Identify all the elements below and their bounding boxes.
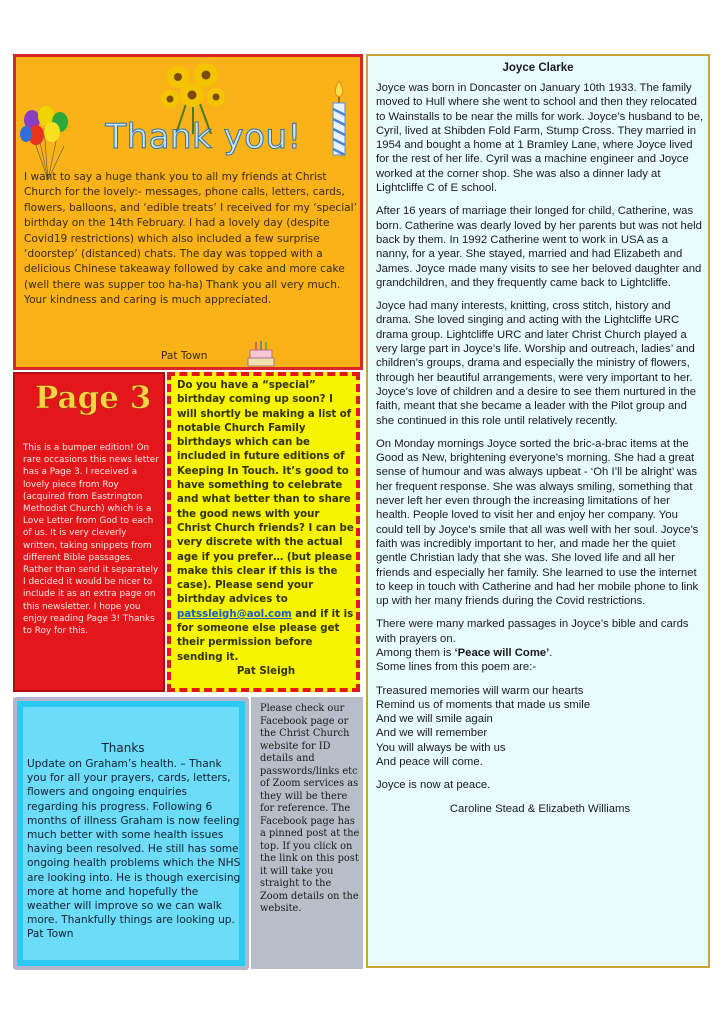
page-3-panel — [13, 372, 165, 692]
birthday-message — [177, 379, 355, 679]
birthday-cake-icon — [246, 340, 276, 368]
joyce-paragraph-3: Joyce had many interests, knitting, cross stitch, history and drama. She loved singing and acting with the Lightcliffe URC drama group. Lightcliffe URC and later Christ Church played a very large part in Joyce’s life. Worship and outreach, ladies’ and children’s groups, drama and especially the ministry of flowers, through her beautiful arrangements, were very important to her. Joyce’s love of children and a desire to see them nurtured in the faith, meant that she became a leader with the Pilot group and she continued in this role until relatively recently. — [376, 300, 697, 427]
joyce-among-suffix: . — [549, 646, 553, 659]
facebook-message: Please check our Facebook page or the Christ Church website for ID details and passwords/links etc of Zoom services as they will be there for reference. The Facebook page has a pinned post at the top. If you click on the link on this post it will take you straight to the Zoom details on the website. — [260, 703, 360, 914]
joyce-among-prefix: Among them is — [376, 646, 455, 659]
graham-thanks-panel — [13, 697, 249, 970]
joyce-poem-title: ‘Peace will Come’ — [454, 646, 550, 659]
graham-thanks-message: Update on Graham’s health. – Thank you for all your prayers, cards, letters, flowers and ongoing enquiries regarding his progress. Following 6 months of illness Graham is now feeling much better with some health issues having been resolved. He still has some ongoing health problems which the NHS are looking into. He is though exercising more at home and hopefully the weather will improve so we can walk more. Thankfully things are looking up. Pat Town — [27, 758, 241, 941]
page-3-message: This is a bumper edition! On rare occasions this news letter has a Page 3. I received a lovely piece from Roy (acquired from Eastrington Methodist Church) which is a Love Letter from God to each of us. It is very cleverly written, taking snippets from different Bible passages. Rather than send it separately I decided it would be nicer to include it as an extra page on this newsletter. I hope you enjoy reading Page 3! Thanks to Roy for this. — [23, 443, 159, 637]
graham-thanks-inner — [23, 707, 239, 960]
joyce-poem — [376, 684, 704, 770]
joyce-signature: Caroline Stead & Elizabeth Williams — [449, 802, 631, 815]
poem-line: And we will smile again — [376, 713, 493, 726]
page-3-title: Page 3 — [35, 380, 152, 416]
candle-icon — [328, 79, 350, 157]
email-link[interactable]: patssleigh@aol.com — [177, 608, 292, 620]
joyce-clarke-article — [376, 81, 704, 825]
joyce-paragraph-4: On Monday mornings Joyce sorted the bric-a-brac items at the Good as New, brightening everyone’s morning. She had a great sense of humour and was always upbeat - ‘Oh I’ll be alright’ was her frequent response. She was always smiling, something that never left her even through the increasing limitations of her health. People loved to visit her and enjoy her company. You could tell by Joyce’s smile that all was well with her soul. Joyce’s faith was incredibly important to her, and made her the quiet gentle Christian lady that she was. She loved life and all her friends and especially her family. She learned to use the internet to keep in touch with Catherine and had her mobile phone to link up with her many friends during the Covid restrictions. — [376, 437, 699, 608]
birthday-panel — [167, 372, 360, 692]
joyce-paragraph-5 — [376, 617, 704, 674]
joyce-bible-line: There were many marked passages in Joyce’s bible and cards with prayers on. — [376, 618, 689, 645]
thank-you-signature: Pat Town — [161, 350, 208, 362]
poem-line: And peace will come. — [376, 756, 483, 769]
poem-line: Remind us of moments that made us smile — [376, 698, 591, 711]
thank-you-title: Thank you! — [105, 117, 302, 157]
joyce-clarke-title: Joyce Clarke — [502, 62, 574, 74]
joyce-paragraph-1: Joyce was born in Doncaster on January 10th 1933. The family moved to Hull where she went to school and then they relocated to Wainstalls to be near the mills for work. Joyce’s husband to be, Cyril, lived at Shibden Fold Farm, Stump Cross. They married in 1954 and bought a home at 1 Bramley Lane, where Joyce lived for the rest of her life. Cyril was a machine engineer and Joyce worked at the corner shop. She was also a dinner lady at Lightcliffe C of E school. — [376, 82, 704, 195]
thank-you-message: I want to say a huge thank you to all my friends at Christ Church for the lovely:- messages, phone calls, letters, cards, flowers, balloons, and ‘edible treats’ I received for my ‘special’ birthday on the 14th February. I had a lovely day (despite Covid19 restrictions) which also included a few surprise ‘doorstep’ (distanced) chats. The day was topped with a delicious Chinese takeaway followed by cake and more cake (well there was supper too ha-ha) Thank you all very much. Your kindness and caring is much appreciated. — [24, 171, 357, 307]
facebook-panel — [251, 697, 363, 969]
joyce-closing: Joyce is now at peace. — [376, 779, 491, 792]
joyce-paragraph-2: After 16 years of marriage their longed for child, Catherine, was born. Catherine was dearly loved by her parents but was not held back by them. In 1992 Catherine went to work in USA as a nanny, for a year. She stayed, married and had Elizabeth and James. Joyce made many visits to see her beloved daughter and grandchildren, and they frequently came back to Lightcliffe. — [376, 205, 702, 289]
thank-you-panel — [13, 54, 363, 370]
poem-line: You will always be with us — [376, 741, 506, 754]
joyce-clarke-panel — [366, 54, 710, 968]
graham-thanks-title: Thanks — [101, 741, 145, 755]
birthday-signature: Pat Sleigh — [236, 665, 296, 677]
poem-line: And we will remember — [376, 727, 488, 740]
birthday-text-outro: and if it is for someone else please get their permission before sending it. — [177, 608, 354, 663]
joyce-poem-intro: Some lines from this poem are:- — [376, 661, 537, 674]
poem-line: Treasured memories will warm our hearts — [376, 684, 584, 697]
birthday-text-intro: Do you have a “special” birthday coming up soon? I will shortly be making a list of notable Church Family birthdays which can be included in future editions of Keeping In Touch. It’s good to have something to celebrate and what better than to share the good news with your Christ Church friends? I can be very discrete with the actual age if you prefer… (but please make this clear if this is the case). Please send your birthday advices to — [177, 380, 354, 606]
